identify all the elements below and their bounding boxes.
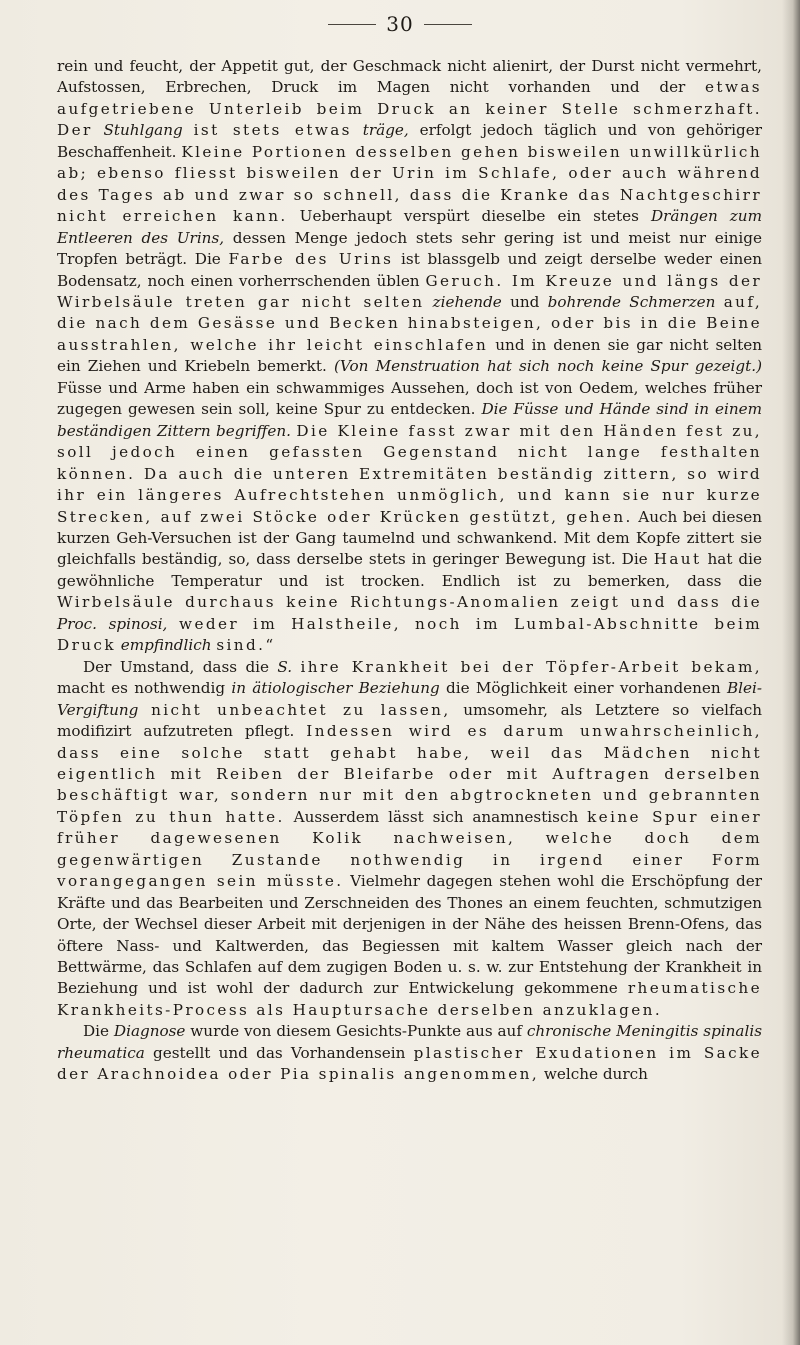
spaced-text: Farbe des Urins: [228, 250, 394, 269]
spaced-text: sind.“: [216, 636, 276, 655]
text-run: welche durch: [539, 1065, 648, 1084]
text-run: Ueberhaupt verspürt dieselbe ein stetes: [287, 207, 651, 226]
text-run: ist blassgelb und zeigt derselbe weder einen Bodensatz, noch einen vorherrschenden üblen: [57, 250, 762, 290]
text-run: die Möglichkeit einer vorhandenen: [439, 679, 727, 698]
spaced-text: auf, die nach dem Gesässe und Becken hinabsteigen, oder bis in die Beine ausstrahlen, welche ihr leicht einschlafen: [57, 292, 763, 354]
text-run: hat die gewöhnliche Temperatur und ist trocken. Endlich ist zu bemerken, dass die: [57, 550, 762, 590]
spaced-text: weder im Halstheile, noch im Lumbal-Abschnitte beim Druck: [57, 614, 763, 655]
italic-text: in ätiologischer Beziehung: [231, 679, 440, 698]
paragraph-2: [57, 657, 762, 1022]
italic-text: Proc. spinosi,: [57, 614, 168, 633]
italic-text: empfindlich: [120, 636, 212, 655]
spaced-text: Indessen wird es darum unwahrscheinlich, dass eine solche statt gehabt habe, weil das Mädchen nicht eigentlich mit Reiben der Bleifarbe oder mit Auftragen derselben beschäftigt war, sondern nur mit den abgtrockneten und gebrannten Töpfen zu thun hatte.: [57, 722, 762, 826]
italic-text: Drängen zum Entleeren des Urins,: [57, 207, 762, 247]
italic-text: Diagnose: [113, 1022, 186, 1041]
text-run: rein und feucht, der Appetit gut, der Geschmack nicht alienirt, der Durst nicht vermehrt, Aufstossen, Erbrechen, Druck im Magen nicht vorhanden und der: [57, 57, 762, 97]
paragraph-3: [57, 1021, 762, 1085]
text-run: und in denen sie gar nicht selten ein Ziehen und Kriebeln bemerkt.: [57, 335, 762, 376]
text-run: Ausserdem lässt sich anamnestisch: [284, 807, 588, 826]
spaced-text: keine Spur einer früher dagewesenen Kolik nachweisen, welche doch dem gegenwärtigen Zustande nothwendig in irgend einer Form vorangegangen sein müsste.: [57, 807, 762, 891]
text-run: Auch bei diesen kurzen Geh-Versuchen ist der Gang taumelnd und schwankend. Mit dem Kopfe zittert sie gleichfalls beständig, so, dass derselbe stets in geringer Bewegung ist. Die: [57, 507, 763, 569]
spaced-text: ihre Krankheit bei der Töpfer-Arbeit bekam,: [300, 657, 763, 676]
spaced-text: plastischer Exudationen im Sacke der Arachnoidea oder Pia spinalis angenommen,: [57, 1043, 762, 1084]
header-rule-right: [424, 24, 472, 25]
spaced-text: nicht unbeachtet zu lassen,: [151, 700, 451, 719]
italic-text: Die Füsse und Hände sind in einem beständigen Zittern begriffen.: [57, 400, 762, 440]
spaced-text: Wirbelsäule durchaus keine Richtungs-Anomalien zeigt und dass die: [57, 593, 762, 612]
text-run: gestellt und das Vorhandensein: [144, 1043, 414, 1062]
text-run: dessen Menge jedoch stets sehr gering ist und meist nur einige Tropfen beträgt. Die: [57, 228, 762, 269]
header-rule-left: [328, 24, 376, 25]
page-header: [0, 10, 800, 38]
italic-text: Blei-Vergiftung: [57, 679, 762, 719]
spaced-text: ist stets etwas: [193, 121, 352, 140]
italic-text: bohrende Schmerzen: [547, 292, 716, 311]
text-run: Füsse und Arme haben ein schwammiges Aussehen, doch ist von Oedem, welches früher zugegen gewesen sein soll, keine Spur zu entdecken.: [57, 378, 762, 419]
paragraph-1: [57, 56, 762, 657]
text-run: Die: [83, 1022, 114, 1041]
spaced-text: Kleine Portionen desselben gehen bisweilen unwillkürlich ab; ebenso fliesst bisweilen der Urin im Schlafe, oder auch während des Tages ab und zwar so schnell, dass die Kranke das Nachtgeschirr nicht erreichen kann.: [57, 142, 763, 226]
text-run: erfolgt jedoch täglich und von gehöriger Beschaffenheit.: [57, 121, 763, 161]
body-text: [57, 56, 762, 1086]
italic-text: träge,: [362, 121, 409, 140]
text-run: Vielmehr dagegen stehen wohl die Erschöpfung der Kräfte und das Bearbeiten und Zerschneiden des Thones an einem feuchten, schmutzigen Orte, der Wechsel dieser Arbeit mit derjenigen in der Nähe des heissen Brenn-Ofens, das öftere Nass- und Kaltwerden, das Begiessen mit kaltem Wasser gleich nach der Bettwärme, das Schlafen auf dem zugigen Boden u. s. w. zur Entstehung der Krankheit in Beziehung und ist wohl der dadurch zur Entwickelung gekommene: [57, 872, 762, 998]
spaced-text: Die Kleine fasst zwar mit den Händen fest zu, soll jedoch einen gefassten Gegenstand nicht lange festhalten können. Da auch die unteren Extremitäten beständig zittern, so wird ihr ein längeres Aufrechtstehen unmöglich, und kann sie nur kurze Strecken, auf zwei Stöcke oder Krücken gestützt, gehen.: [57, 421, 763, 526]
text-run: macht es nothwendig: [57, 679, 232, 698]
text-run: und: [510, 292, 540, 311]
page-edge-shadow: [782, 0, 800, 1345]
italic-text: S.: [277, 657, 293, 676]
spaced-text: rheumatische Krankheits-Process als Hauptursache derselben anzuklagen.: [57, 979, 762, 1019]
spaced-text: etwas aufgetriebene Unterleib beim Druck an keiner Stelle schmerzhaft. Der: [57, 78, 762, 140]
spaced-text: Haut: [653, 550, 702, 569]
text-run: Der Umstand, dass die: [83, 657, 278, 676]
text-run: wurde von diesem Gesichts-Punkte aus auf: [185, 1022, 527, 1041]
page-number: 30: [386, 12, 414, 36]
italic-text: (Von Menstruation hat sich noch keine Spur gezeigt.): [334, 357, 762, 376]
italic-text: ziehende: [432, 292, 502, 311]
italic-text: Stuhlgang: [103, 121, 183, 140]
spaced-text: Geruch. Im Kreuze und längs der Wirbelsäule treten gar nicht selten: [57, 271, 762, 311]
text-run: umsomehr, als Letztere so vielfach modifizirt aufzutreten pflegt.: [57, 700, 762, 741]
italic-text: chronische Meningitis spinalis rheumatica: [57, 1022, 762, 1062]
